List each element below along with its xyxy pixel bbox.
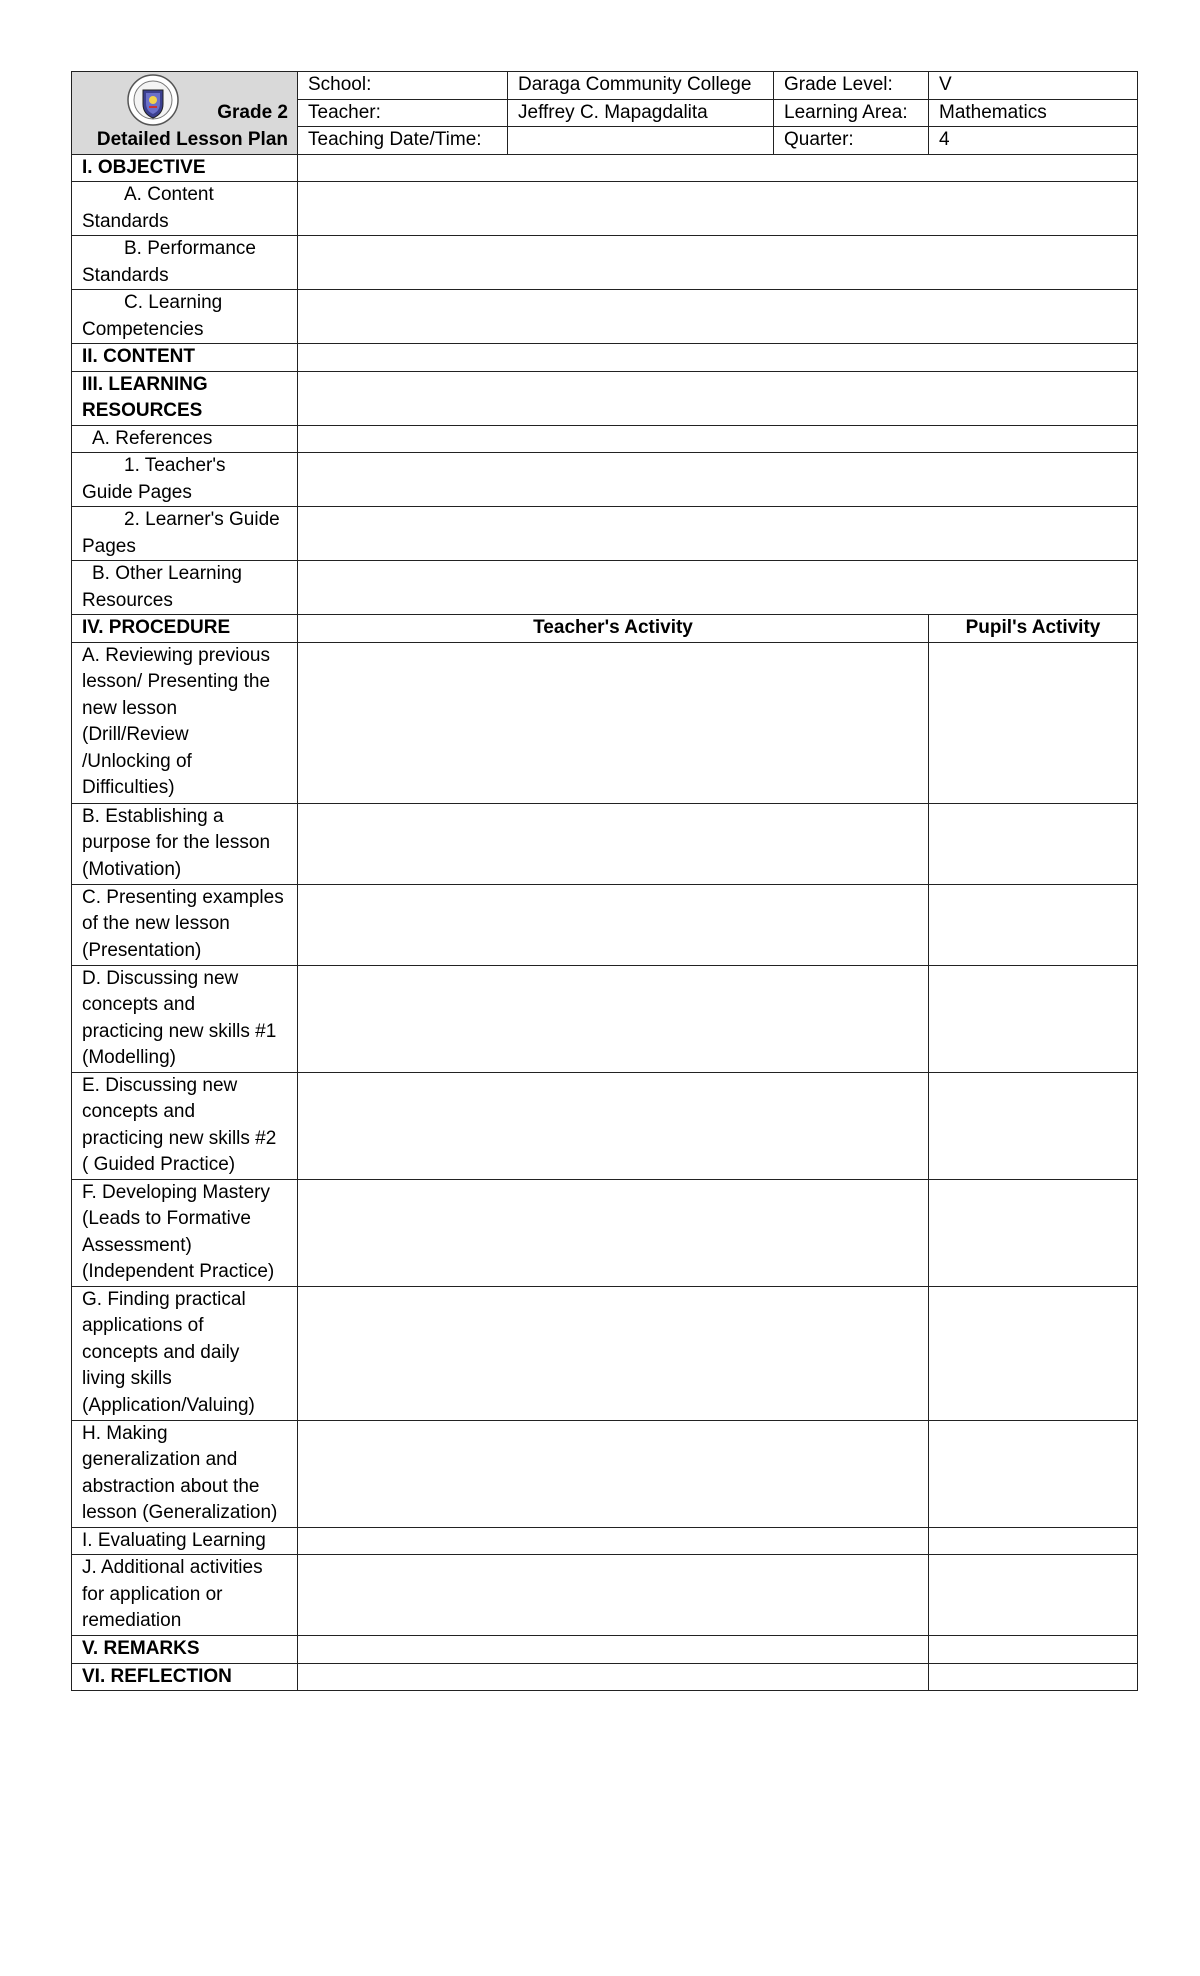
date-label: Teaching Date/Time:	[298, 127, 508, 155]
teacher-label: Teacher:	[298, 99, 508, 127]
lesson-plan-table	[71, 71, 1138, 1691]
teacher-activity-field	[298, 1179, 929, 1286]
learning-resources-field	[298, 371, 1138, 425]
grade-title: Grade 2	[217, 102, 288, 123]
performance-standards-field	[298, 236, 1138, 290]
teacher-activity-field	[298, 1286, 929, 1420]
objective-field	[298, 154, 1138, 182]
plan-title-cell	[72, 72, 298, 155]
procedure-step-label: E. Discussing new concepts and practicing new skills #2 ( Guided Practice)	[72, 1072, 298, 1179]
learners-guide-label: 2. Learner's Guide Pages	[72, 507, 298, 561]
pupil-activity-field	[929, 965, 1138, 1072]
pupil-activity-field	[929, 1420, 1138, 1527]
remarks-heading: V. REMARKS	[72, 1636, 298, 1664]
deped-seal-icon	[127, 74, 179, 126]
teacher-activity-field	[298, 1555, 929, 1636]
lesson-plan-sheet	[71, 71, 1137, 1691]
teachers-guide-label: 1. Teacher's Guide Pages	[72, 453, 298, 507]
learning-competencies-label: C. Learning Competencies	[72, 290, 298, 344]
content-standards-label: A. Content Standards	[72, 182, 298, 236]
pupil-activity-field	[929, 1179, 1138, 1286]
procedure-step-label: D. Discussing new concepts and practicing new skills #1 (Modelling)	[72, 965, 298, 1072]
learning-competencies-field	[298, 290, 1138, 344]
pupil-activity-field	[929, 1527, 1138, 1555]
other-resources-label: B. Other Learning Resources	[72, 561, 298, 615]
objective-heading: I. OBJECTIVE	[72, 154, 298, 182]
teacher-activity-field	[298, 1072, 929, 1179]
procedure-step-label: J. Additional activities for application or remediation	[72, 1555, 298, 1636]
pupil-activity-field	[929, 642, 1138, 803]
procedure-heading: IV. PROCEDURE	[72, 615, 298, 643]
learning-resources-heading: III. LEARNING RESOURCES	[72, 371, 298, 425]
quarter-label: Quarter:	[774, 127, 929, 155]
teacher-activity-field	[298, 965, 929, 1072]
learners-guide-field	[298, 507, 1138, 561]
procedure-step-label: I. Evaluating Learning	[72, 1527, 298, 1555]
content-standards-field	[298, 182, 1138, 236]
procedure-step-label: H. Making generalization and abstraction about the lesson (Generalization)	[72, 1420, 298, 1527]
reflection-heading: VI. REFLECTION	[72, 1663, 298, 1691]
procedure-step-label: F. Developing Mastery (Leads to Formative Assessment) (Independent Practice)	[72, 1179, 298, 1286]
pupil-activity-heading: Pupil's Activity	[929, 615, 1138, 643]
teacher-value: Jeffrey C. Mapagdalita	[508, 99, 774, 127]
pupil-activity-field	[929, 884, 1138, 965]
references-label: A. References	[72, 425, 298, 453]
grade-level-value: V	[929, 72, 1138, 100]
learning-area-value: Mathematics	[929, 99, 1138, 127]
procedure-step-label: G. Finding practical applications of concepts and daily living skills (Application/Valuing)	[72, 1286, 298, 1420]
procedure-step-label: B. Establishing a purpose for the lesson (Motivation)	[72, 803, 298, 884]
teacher-activity-field	[298, 803, 929, 884]
teacher-activity-heading: Teacher's Activity	[298, 615, 929, 643]
performance-standards-label: B. Performance Standards	[72, 236, 298, 290]
pupil-activity-field	[929, 1286, 1138, 1420]
quarter-value: 4	[929, 127, 1138, 155]
reflection-pupil-field	[929, 1663, 1138, 1691]
learning-area-label: Learning Area:	[774, 99, 929, 127]
teacher-activity-field	[298, 1527, 929, 1555]
procedure-step-label: A. Reviewing previous lesson/ Presenting the new lesson (Drill/Review /Unlocking of Difficulties)	[72, 642, 298, 803]
remarks-pupil-field	[929, 1636, 1138, 1664]
reflection-teacher-field	[298, 1663, 929, 1691]
date-value	[508, 127, 774, 155]
teacher-activity-field	[298, 884, 929, 965]
references-field	[298, 425, 1138, 453]
teachers-guide-field	[298, 453, 1138, 507]
school-label: School:	[298, 72, 508, 100]
pupil-activity-field	[929, 1555, 1138, 1636]
grade-level-label: Grade Level:	[774, 72, 929, 100]
school-value: Daraga Community College	[508, 72, 774, 100]
teacher-activity-field	[298, 642, 929, 803]
content-heading: II. CONTENT	[72, 344, 298, 372]
other-resources-field	[298, 561, 1138, 615]
pupil-activity-field	[929, 803, 1138, 884]
content-field	[298, 344, 1138, 372]
remarks-teacher-field	[298, 1636, 929, 1664]
plan-title: Detailed Lesson Plan	[96, 128, 288, 150]
procedure-step-label: C. Presenting examples of the new lesson (Presentation)	[72, 884, 298, 965]
pupil-activity-field	[929, 1072, 1138, 1179]
teacher-activity-field	[298, 1420, 929, 1527]
